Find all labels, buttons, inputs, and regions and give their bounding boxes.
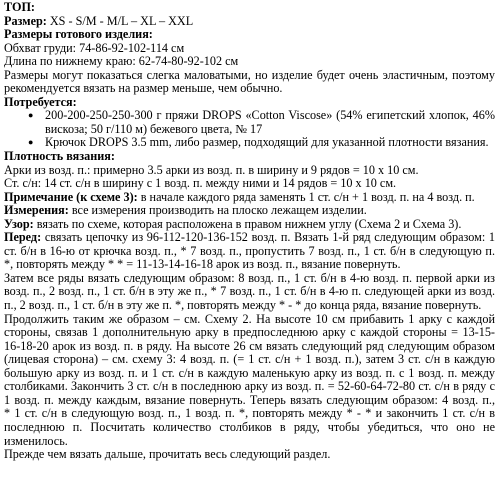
continue-line-6: столбиками. Закончить 3 ст. с/н в последнюю арку из возд. п. = 52-60-64-72-80 ст. с/н в ряду с (4, 379, 495, 394)
gauge-line-1: Арки из возд. п.: примерно 3.5 арки из возд. п. в ширину и 9 рядов = 10 x 10 см. (4, 162, 419, 177)
size-line (4, 15, 495, 29)
size-note-line-1: Размеры могут показаться слегка маловатыми, но изделие будет очень эластичным, поэтому (4, 67, 495, 82)
pattern-text: вязать по схеме, которая расположена в правом нижнем углу (Схема 2 и Схема 3). (33, 216, 462, 231)
front-line-1: Перед: связать цепочку из 96-112-120-136-152 возд. п. Вязать 1-й ряд следующим образом: 1 (4, 230, 495, 245)
bullet-icon: ● (28, 137, 34, 148)
continue-line-9: последнюю п. Посчитать количество столбиков в ряду, чтобы убедиться, что оно не (4, 419, 495, 434)
rows-line-1: Затем все ряды вязать следующим образом: 8 возд. п., 1 ст. б/н в 4-ю возд. п. первой арки из (4, 270, 495, 285)
materials-item-yarn (4, 109, 495, 136)
continue-line-4: (лицевая сторона) – см. схему 3: 4 возд. п. (= 1 ст. с/н + 1 возд. п.), затем 3 ст. с/н в каждую (4, 352, 495, 367)
continue-line-10: изменилось. (4, 433, 68, 448)
read-next-note: Прежде чем вязать дальше, прочитать весь следующий раздел. (4, 447, 331, 462)
note-paragraph (4, 191, 495, 205)
bullet-icon: ● (28, 110, 34, 121)
chest-measure: Обхват груди: 74-86-92-102-114 см (4, 40, 185, 55)
size-value: XS - S/M - M/L – XL – XXL (49, 13, 194, 28)
note-text: в начале каждого ряда заменять 1 ст. с/н + 1 возд. п. на 4 возд. п. (137, 189, 475, 204)
yarn-line-2: вискоза; 50 г/110 м) бежевого цвета, № 17 (45, 121, 263, 136)
page-title: ТОП: (4, 0, 35, 14)
measure-paragraph (4, 204, 495, 218)
pattern-label: Узор: (4, 216, 34, 231)
materials-item-hook (4, 136, 495, 150)
gauge-line-2: Ст. с/н: 14 ст. с/н в ширину с 1 возд. п. между ними и 14 рядов = 10 x 10 см. (4, 176, 397, 191)
length-measure: Длина по нижнему краю: 62-74-80-92-102 см (4, 54, 239, 69)
gauge-heading: Плотность вязания: (4, 149, 115, 164)
continue-line-8: * 1 ст. с/н в следующую возд. п., 1 возд. п. *, повторять между * - * и закончить 1 ст. с/н в (4, 406, 495, 421)
size-note-line-2: рекомендуется вязать на размер меньше, чем обычно. (4, 81, 283, 96)
materials-heading: Потребуется: (4, 94, 77, 109)
materials-list (4, 109, 495, 150)
rows-line-2: возд. п., 2 возд. п., 1 ст. б/н в эту же п., * 7 возд. п., 1 ст. б/н в 4-ю п. следующей арки из возд. (4, 284, 495, 299)
front-line-3: *, повторять между * * = 11-13-14-16-18 арок из возд. п., вязание повернуть. (4, 257, 401, 272)
yarn-line-1: 200-200-250-250-300 г пряжи DROPS «Cotton Viscose» (54% египетский хлопок, 46% (45, 108, 495, 123)
size-label: Размер: (4, 13, 47, 28)
continue-line-2: стороны, связав 1 дополнительную арку в предпоследнюю арку с каждой стороны = 13-15- (4, 325, 495, 340)
continue-line-1: Продолжить таким же образом – см. Схему 2. На высоте 10 см прибавить 1 арку с каждой (4, 311, 495, 326)
note-label: Примечание (к схеме 3): (4, 189, 138, 204)
continue-line-3: 16-18-20 арок из возд. п. в ряду. На высоте 26 см вязать следующий ряд следующим образом (4, 338, 495, 353)
continue-line-7: 1 возд. п. между каждым, вязание повернуть. Теперь вязать следующим образом: 4 возд. п., (4, 392, 495, 407)
front-line-2: ст. б/н в 16-ю от крючка возд. п., * 7 возд. п., пропустить 7 возд. п., 1 ст. б/н в следующую п. (4, 243, 495, 258)
rows-line-3: п., 2 возд. п., 1 ст. б/н в эту же п. *, повторять между * - * до конца ряда, вязание повернуть. (4, 298, 482, 313)
hook-line: Крючок DROPS 3.5 mm, либо размер, подходящий для указанной плотности вязания. (45, 135, 489, 150)
pattern-paragraph (4, 218, 495, 232)
front-label: Перед: (4, 230, 42, 245)
measure-label: Измерения: (4, 203, 69, 218)
finished-heading: Размеры готового изделия: (4, 27, 153, 42)
continue-line-5: большую арку из возд. п. и 1 ст. с/н в каждую маленькую арку из возд. п. с 1 возд. п. между (4, 365, 495, 380)
measure-text: все измерения производить на плоско лежащем изделии. (68, 203, 367, 218)
